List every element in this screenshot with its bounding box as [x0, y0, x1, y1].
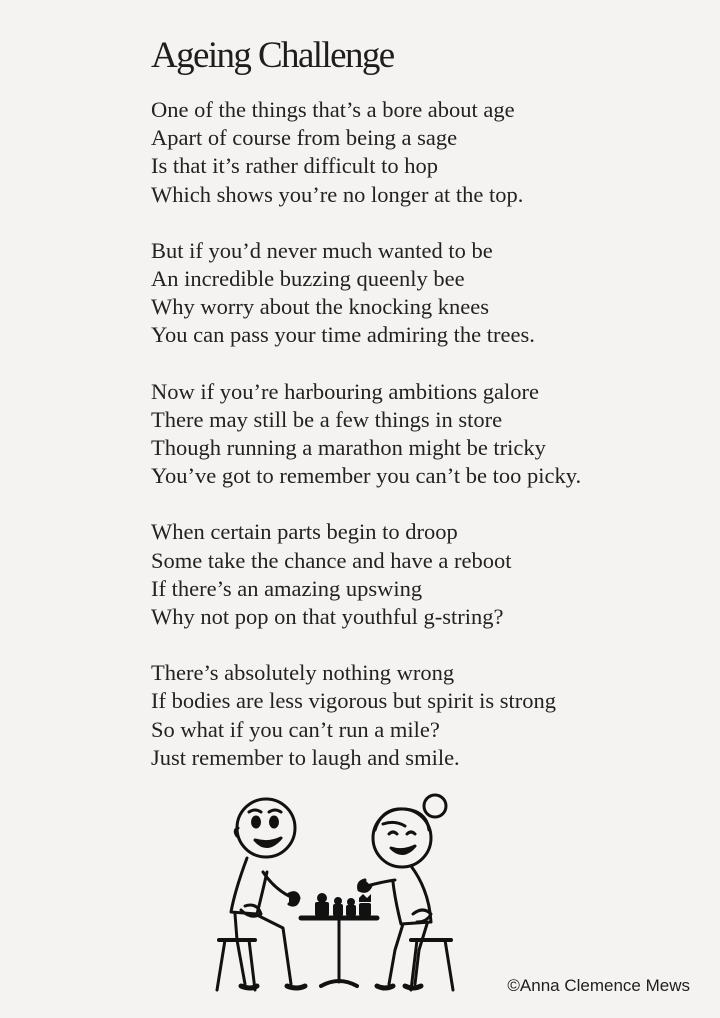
poem-line: So what if you can’t run a mile?: [151, 716, 440, 742]
poem-line: One of the things that’s a bore about age: [151, 97, 515, 122]
chess-table: [301, 893, 377, 986]
poem-title: Ageing Challenge: [151, 35, 394, 76]
poem-line: You can pass your time admiring the trees.: [151, 322, 535, 348]
poem-line: There may still be a few things in store: [151, 406, 503, 432]
poem-line: Why not pop on that youthful g-string?: [151, 604, 504, 630]
stanza: [151, 237, 691, 350]
poem-line: Some take the chance and have a reboot: [151, 547, 512, 573]
stanza: [151, 96, 691, 209]
poem-line: An incredible buzzing queenly bee: [151, 266, 465, 292]
poem-line: If bodies are less vigorous but spirit is strong: [151, 688, 556, 714]
elderly-couple-playing-chess-illustration: [205, 790, 470, 1000]
poem-line: Just remember to laugh and smile.: [151, 744, 460, 770]
poem-line: Now if you’re harbouring ambitions galore: [151, 378, 540, 404]
poem-line: If there’s an amazing upswing: [151, 575, 423, 601]
stanza: [151, 518, 691, 631]
poem-line: But if you’d never much wanted to be: [151, 237, 493, 263]
poem-line: There’s absolutely nothing wrong: [151, 660, 455, 686]
poem-body: [151, 96, 691, 800]
poem-line: When certain parts begin to droop: [151, 519, 458, 545]
poem-line: You’ve got to remember you can’t be too picky.: [151, 463, 582, 489]
stanza: [151, 659, 691, 772]
poem-line: Though running a marathon might be tricky: [151, 435, 546, 461]
poem-line: Why worry about the knocking knees: [151, 294, 490, 320]
old-woman-figure: [359, 795, 453, 990]
poem-line: Apart of course from being a sage: [151, 125, 458, 151]
copyright-credit: ©Anna Clemence Mews: [507, 976, 690, 995]
old-man-figure: [217, 799, 305, 990]
poem-line: Which shows you’re no longer at the top.: [151, 181, 524, 207]
stanza: [151, 378, 691, 491]
poem-line: Is that it’s rather difficult to hop: [151, 153, 439, 179]
